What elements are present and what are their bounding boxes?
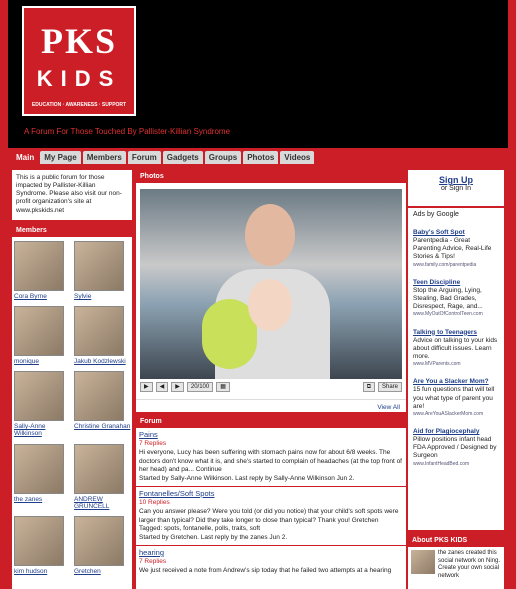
tab-members[interactable]: Members	[83, 151, 126, 164]
post-title[interactable]: hearing	[139, 547, 165, 557]
member-card[interactable]	[74, 371, 132, 437]
ad-title[interactable]: Aid for Plagiocephaly	[413, 428, 480, 435]
member-avatar[interactable]	[14, 516, 64, 566]
member-card[interactable]	[14, 241, 72, 300]
tab-forum[interactable]: Forum	[128, 151, 161, 164]
ads-box	[408, 208, 504, 530]
signup-box	[408, 170, 504, 206]
post-excerpt: We just received a note from Andrew's sip today that he failed two attempts at a hearing	[139, 566, 392, 574]
member-name[interactable]: Cora Byrne	[14, 293, 47, 300]
post-tags: Tagged: spots, fontanelle, polls, traits, soft	[139, 525, 261, 533]
logo-tagline: EDUCATION · AWARENESS · SUPPORT	[31, 102, 127, 108]
tab-photos[interactable]: Photos	[243, 151, 278, 164]
share-button[interactable]: Share	[378, 382, 402, 392]
member-avatar[interactable]	[74, 241, 124, 291]
ad-url[interactable]: www.MyOutOfControlTeen.com	[413, 311, 483, 318]
about-box	[408, 534, 504, 589]
member-card[interactable]	[74, 306, 132, 365]
photo-figure	[245, 204, 295, 266]
main-nav	[12, 151, 314, 164]
prev-icon[interactable]: ◀	[156, 382, 169, 392]
ad-url[interactable]: www.AreYouASlackerMom.com	[413, 410, 484, 417]
post-title[interactable]: Fontanelles/Soft Spots	[139, 488, 215, 498]
member-card[interactable]	[74, 516, 132, 575]
member-avatar[interactable]	[14, 444, 64, 494]
ad-title[interactable]: Baby's Soft Spot	[413, 229, 465, 236]
fullscreen-icon[interactable]: ⧉	[363, 382, 375, 392]
member-avatar[interactable]	[14, 371, 64, 421]
member-name[interactable]: Christine Granahan	[74, 423, 131, 431]
post-replies: 10 Replies	[139, 499, 170, 507]
photo-figure	[248, 279, 292, 331]
ad-text: 15 fun questions that will tell you what type of parent you are!	[413, 386, 495, 410]
member-avatar[interactable]	[74, 516, 124, 566]
forum-post	[136, 428, 406, 487]
post-title[interactable]: Pains	[139, 430, 158, 439]
member-name[interactable]: Gretchen	[74, 567, 101, 575]
member-card[interactable]	[14, 306, 72, 365]
member-avatar[interactable]	[14, 306, 64, 356]
member-avatar[interactable]	[74, 371, 124, 421]
create-network-link[interactable]: Create your own social network	[438, 565, 500, 579]
member-card[interactable]	[14, 444, 72, 510]
member-card[interactable]	[74, 241, 132, 300]
member-name[interactable]: ANDREW GRUNCELL	[74, 495, 110, 510]
tab-my-page[interactable]: My Page	[40, 151, 80, 164]
slideshow-controls	[140, 381, 402, 393]
sign-up-link[interactable]: Sign Up	[439, 175, 473, 185]
tab-gadgets[interactable]: Gadgets	[163, 151, 203, 164]
tab-groups[interactable]: Groups	[205, 151, 241, 164]
grid-icon[interactable]: ▦	[216, 382, 230, 392]
forum-title[interactable]: Forum	[136, 415, 406, 428]
member-name[interactable]: Sally-Anne Wilkinson	[14, 423, 46, 438]
member-card[interactable]	[14, 516, 72, 575]
ad-item[interactable]	[413, 279, 499, 318]
member-card[interactable]	[14, 371, 72, 437]
site-tagline: A Forum For Those Touched By Pallister-Killian Syndrome	[24, 127, 231, 136]
post-replies: 7 Replies	[139, 440, 167, 448]
photo-counter: 20/100	[187, 382, 213, 392]
member-avatar[interactable]	[74, 444, 124, 494]
sign-in-link[interactable]: or Sign In	[441, 185, 471, 192]
slideshow-photo[interactable]	[140, 189, 402, 379]
forum-box	[136, 415, 406, 589]
ad-item[interactable]	[413, 329, 499, 368]
ad-item[interactable]	[413, 428, 499, 467]
about-text: the zanes created this social network on Ning.	[438, 550, 501, 564]
ad-url[interactable]: www.MVParents.com	[413, 361, 461, 367]
members-title[interactable]: Members	[12, 224, 132, 237]
ad-url[interactable]: www.family.com/parentpedia	[413, 261, 477, 268]
ads-by-google-label[interactable]: Ads by Google	[413, 211, 459, 218]
post-replies: 7 Replies	[139, 558, 167, 566]
member-name[interactable]: Sylvie	[74, 293, 92, 300]
pks-kids-logo[interactable]	[22, 6, 136, 116]
ad-text: Stop the Arguing, Lying, Stealing, Bad Grades, Disrespect, Rage, and...	[413, 286, 483, 311]
post-excerpt: Can you answer please? Were you told (or did you notice) that your child's soft spots were larger than typical? Did they take longer to close than typical? Thank you! Gretchen	[139, 507, 399, 524]
member-name[interactable]: Jakub Kodzlewski	[74, 358, 126, 366]
tab-videos[interactable]: Videos	[280, 151, 314, 164]
post-excerpt: Hi everyone, Lucy has been suffering with stomach pains now for about 6/8 weeks. The doctors don't know what it is, and she's started to complain of headaches (at the top front of her head) and pa... Continue	[139, 448, 402, 474]
photos-title[interactable]: Photos	[136, 170, 406, 183]
member-name[interactable]: kim hudson	[14, 567, 48, 575]
tab-main[interactable]: Main	[12, 151, 38, 164]
member-avatar[interactable]	[74, 306, 124, 356]
member-card[interactable]	[74, 444, 132, 510]
ad-title[interactable]: Talking to Teenagers	[413, 328, 478, 336]
ad-text: Parentpedia - Great Parenting Advice, Real-Life Stories & Tips!	[413, 237, 492, 261]
ad-item[interactable]	[413, 229, 499, 268]
ad-text: Advice on talking to your kids about difficult issues. Learn more.	[413, 336, 498, 360]
about-title: About PKS KIDS	[408, 534, 504, 547]
ad-title[interactable]: Teen Discipline	[413, 278, 461, 286]
ad-url[interactable]: www.InfantHeadBed.com	[413, 460, 470, 467]
view-all-photos-link[interactable]: View All	[377, 404, 400, 411]
member-name[interactable]: the zanes	[14, 495, 43, 503]
ad-item[interactable]	[413, 378, 499, 417]
ad-text: Pillow positions infant head FDA Approved / Designed by Surgeon	[413, 436, 497, 460]
site-header	[8, 0, 508, 148]
member-avatar[interactable]	[14, 241, 64, 291]
content-area	[8, 164, 508, 589]
play-icon[interactable]: ▶	[140, 382, 153, 392]
creator-avatar[interactable]	[411, 550, 435, 574]
next-icon[interactable]: ▶	[171, 382, 184, 392]
logo-pks: PKS	[40, 21, 117, 61]
forum-post	[136, 487, 406, 546]
post-meta: Started by Sally-Anne Wilkinson. Last reply by Sally-Anne Wilkinson Jun 2.	[139, 475, 355, 483]
post-meta: Started by Gretchen. Last reply by the zanes Jun 2.	[139, 534, 288, 542]
forum-post	[136, 546, 406, 578]
intro-text: This is a public forum for those impacted by Pallister-Killian Syndrome. Please also visit our non-profit organization's site at www.pkskids.net	[12, 170, 132, 220]
photos-box	[136, 170, 406, 412]
ad-title[interactable]: Are You a Slacker Mom?	[413, 378, 489, 386]
members-box	[12, 224, 132, 589]
logo-kids: KIDS	[36, 66, 122, 91]
member-name[interactable]: monique	[14, 358, 39, 366]
